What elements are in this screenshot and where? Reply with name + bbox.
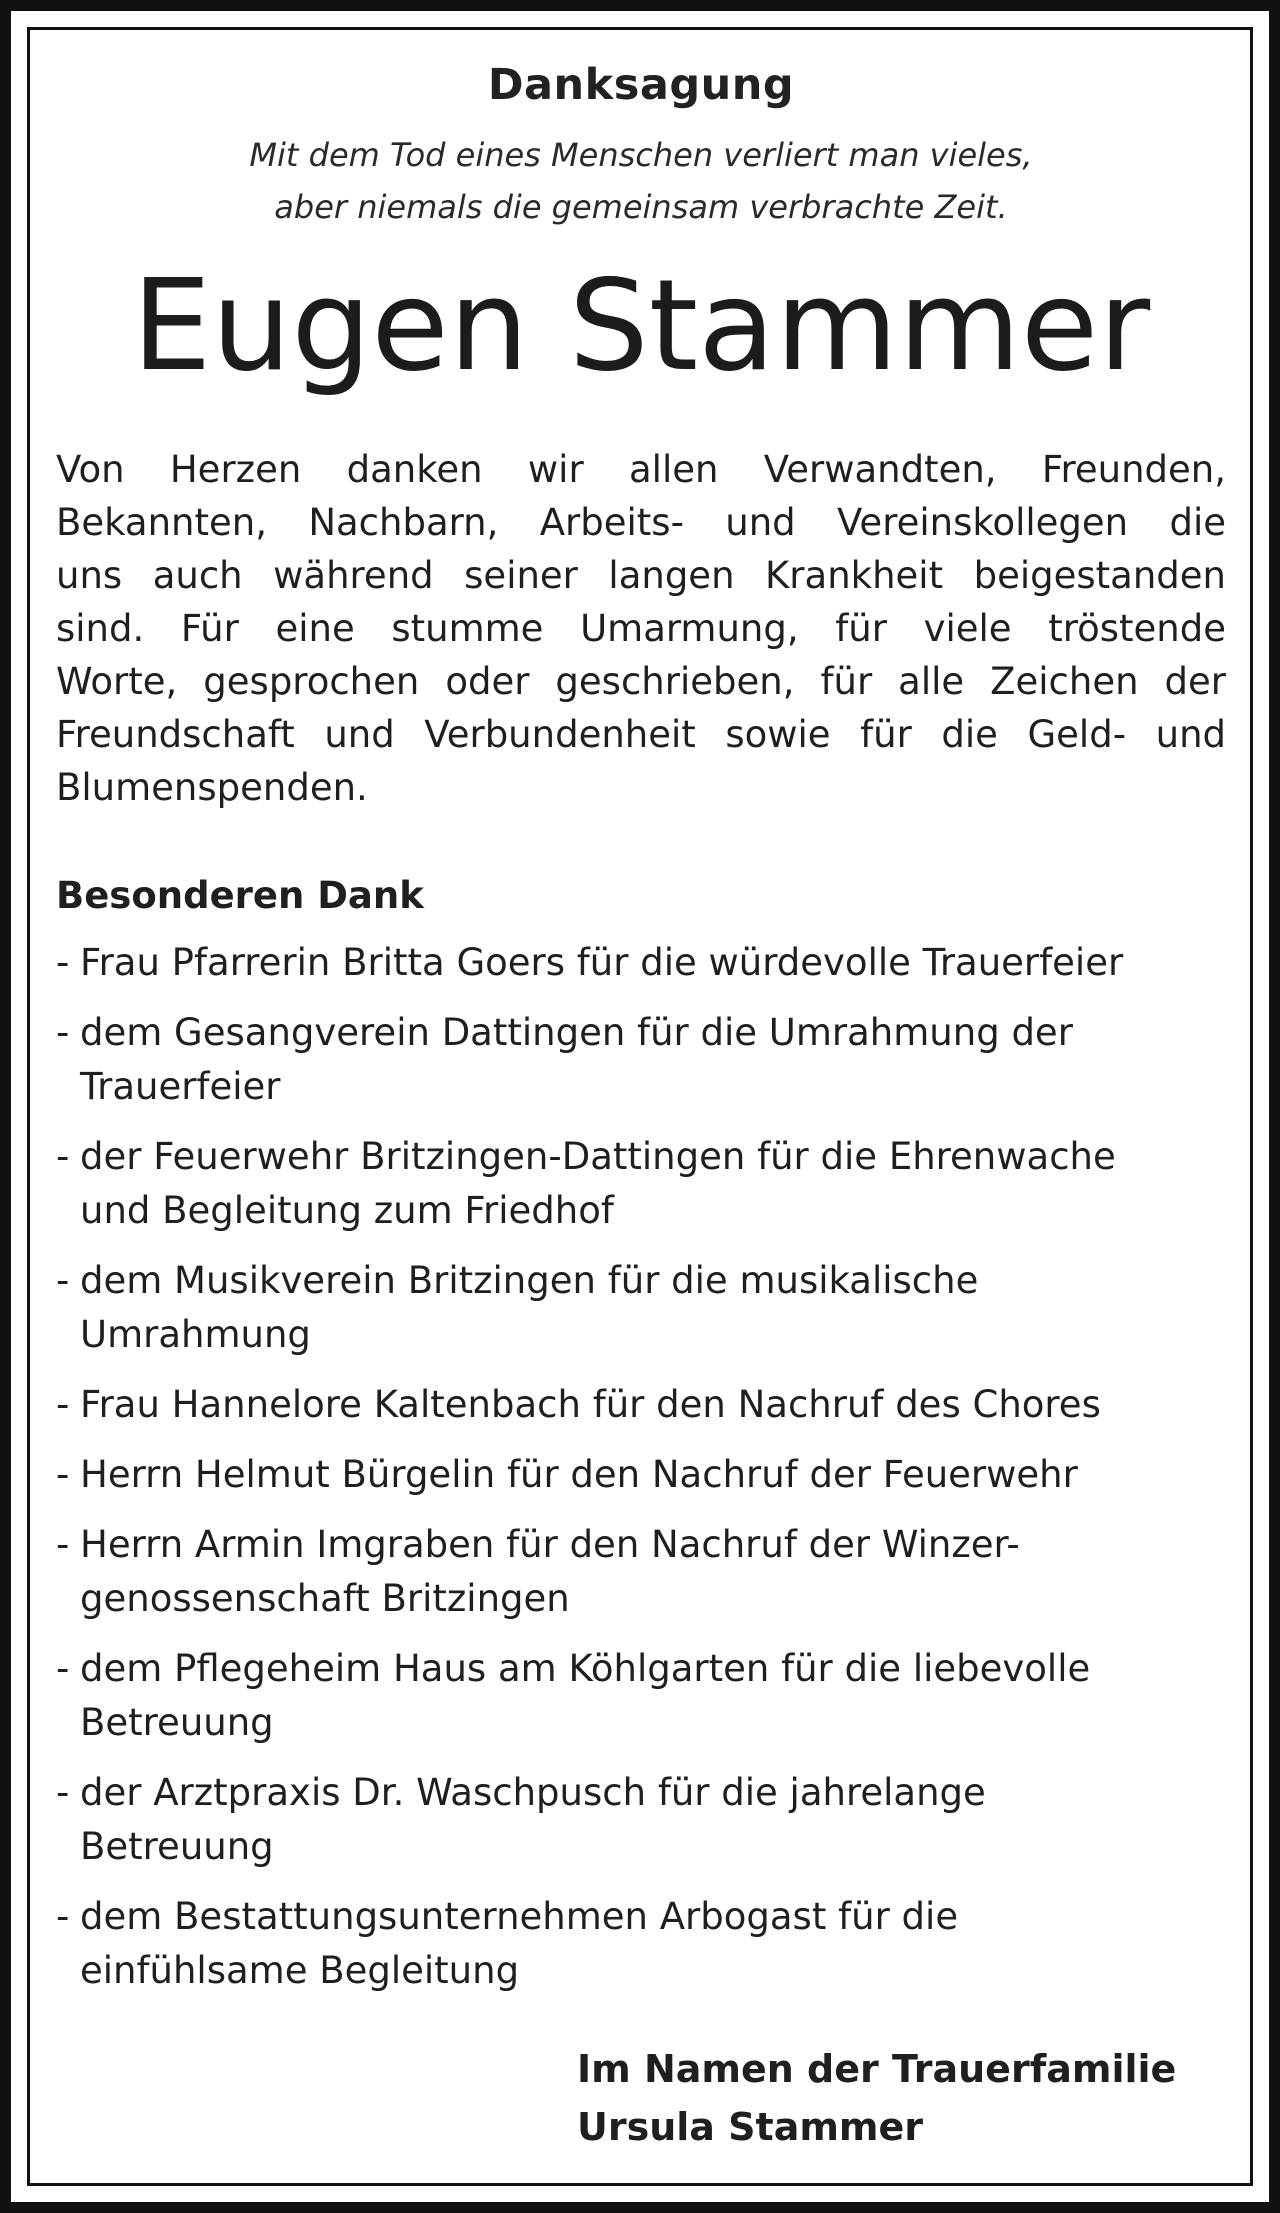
- list-item-line: einfühlsame Begleitung: [80, 1949, 520, 1993]
- notice-heading: Danksagung: [487, 60, 795, 110]
- special-thanks-title: Besonderen Dank: [56, 874, 424, 918]
- motto-quote: [56, 129, 1226, 233]
- list-item: [56, 1642, 1226, 1750]
- paragraph-line: Freundschaft und Verbundenheit sowie für die Geld- und: [56, 713, 1226, 757]
- signature-name: Ursula Stammer: [577, 2105, 924, 2149]
- paragraph-line: uns auch während seiner langen Krankheit beigestanden: [56, 554, 1226, 598]
- deceased-name: Eugen Stammer: [131, 252, 1151, 400]
- dash-bullet: -: [56, 1383, 70, 1427]
- list-item-line: Frau Hannelore Kaltenbach für den Nachruf des Chores: [80, 1383, 1101, 1427]
- list-item-line: Betreuung: [80, 1701, 274, 1745]
- list-item-line: der Feuerwehr Britzingen-Dattingen für die Ehrenwache: [80, 1135, 1116, 1179]
- list-item: [56, 1130, 1226, 1238]
- motto-line: Mit dem Tod eines Menschen verliert man vieles,: [249, 136, 1033, 175]
- signature-block: [577, 2040, 1176, 2156]
- list-item-line: Trauerfeier: [80, 1065, 281, 1109]
- thanks-paragraph: [56, 443, 1226, 814]
- list-item: [56, 936, 1226, 990]
- paragraph-line: Bekannten, Nachbarn, Arbeits- und Vereinskollegen die: [56, 501, 1226, 545]
- paragraph-line: Worte, gesprochen oder geschrieben, für alle Zeichen der: [56, 660, 1226, 704]
- dash-bullet: -: [56, 1523, 70, 1567]
- list-item: [56, 1254, 1226, 1362]
- motto-line: aber niemals die gemeinsam verbrachte Zeit.: [274, 188, 1008, 227]
- list-item: [56, 1890, 1226, 1998]
- list-item-line: Herrn Helmut Bürgelin für den Nachruf der Feuerwehr: [80, 1453, 1078, 1497]
- list-item: [56, 1448, 1226, 1502]
- list-item: [56, 1518, 1226, 1626]
- paragraph-line: Blumenspenden.: [56, 766, 368, 810]
- dash-bullet: -: [56, 1259, 70, 1303]
- dash-bullet: -: [56, 1771, 70, 1815]
- list-item-line: Betreuung: [80, 1825, 274, 1869]
- list-item: [56, 1378, 1226, 1432]
- paragraph-line: sind. Für eine stumme Umarmung, für viele tröstende: [56, 607, 1226, 651]
- list-item-line: dem Bestattungsunternehmen Arbogast für die: [80, 1895, 959, 1939]
- list-item: [56, 1766, 1226, 1874]
- list-item-line: genossenschaft Britzingen: [80, 1577, 570, 1621]
- dash-bullet: -: [56, 941, 70, 985]
- list-item: [56, 1006, 1226, 1114]
- dash-bullet: -: [56, 1647, 70, 1691]
- list-item-line: dem Gesangverein Dattingen für die Umrahmung der: [80, 1011, 1073, 1055]
- dash-bullet: -: [56, 1135, 70, 1179]
- list-item-line: Umrahmung: [80, 1313, 311, 1357]
- list-item-line: dem Musikverein Britzingen für die musikalische: [80, 1259, 979, 1303]
- dash-bullet: -: [56, 1011, 70, 1055]
- paragraph-line: Von Herzen danken wir allen Verwandten, Freunden,: [56, 448, 1226, 492]
- list-item-line: Herrn Armin Imgraben für den Nachruf der Winzer-: [80, 1523, 1020, 1567]
- list-item-line: und Begleitung zum Friedhof: [80, 1189, 614, 1233]
- signature-line: Im Namen der Trauerfamilie: [577, 2047, 1177, 2091]
- notice-content: [56, 62, 1226, 2014]
- list-item-line: Frau Pfarrerin Britta Goers für die würdevolle Trauerfeier: [80, 941, 1124, 985]
- special-thanks-list: [56, 936, 1226, 1998]
- list-item-line: dem Pflegeheim Haus am Köhlgarten für die liebevolle: [80, 1647, 1091, 1691]
- dash-bullet: -: [56, 1453, 70, 1497]
- list-item-line: der Arztpraxis Dr. Waschpusch für die jahrelange: [80, 1771, 986, 1815]
- dash-bullet: -: [56, 1895, 70, 1939]
